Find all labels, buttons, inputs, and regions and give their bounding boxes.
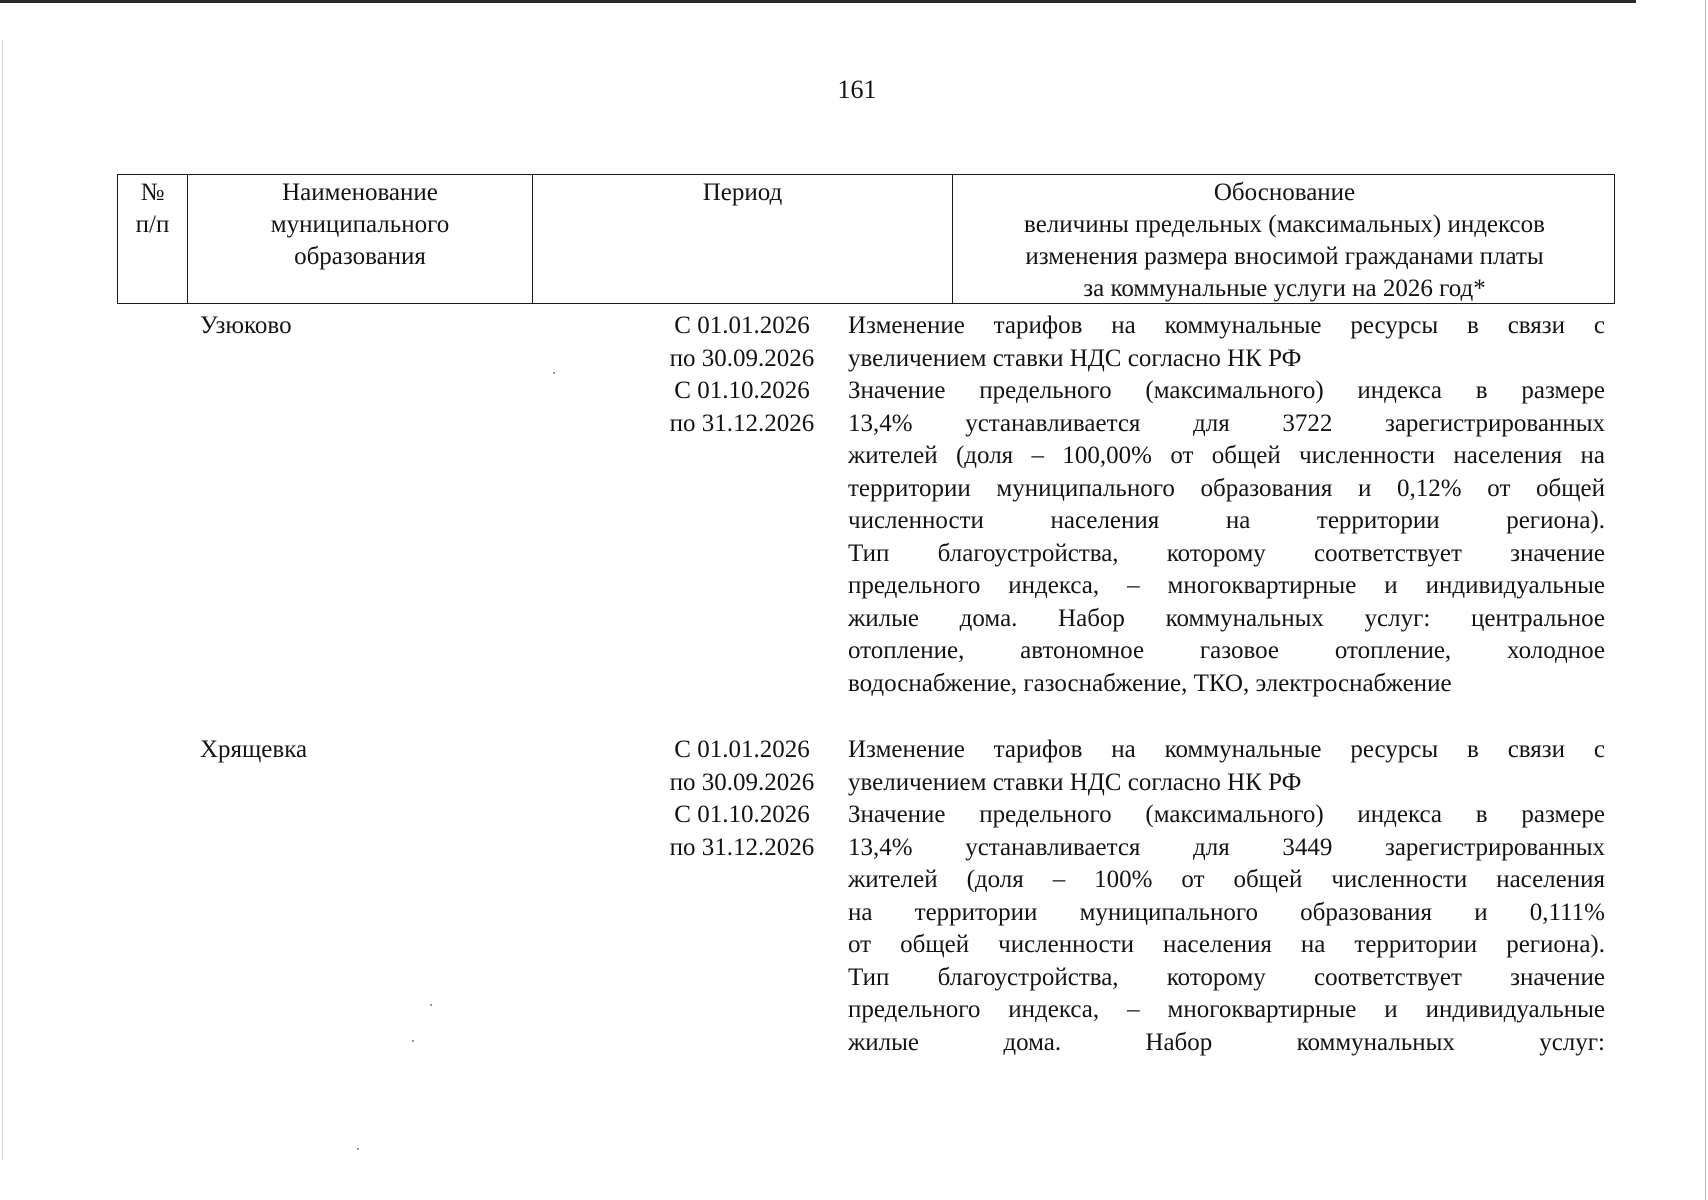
header-line: Обоснование bbox=[1213, 179, 1356, 206]
period-line: С 01.01.2026 bbox=[674, 312, 810, 339]
justification-line: жителей (доля – 100,00% от общей численности населения на bbox=[848, 442, 1605, 469]
justification-line: численности населения на территории региона). bbox=[848, 507, 1605, 534]
scan-speck bbox=[430, 1004, 432, 1006]
justification-line: Тип благоустройства, которому соответствует значение bbox=[848, 539, 1605, 567]
page-number: 161 bbox=[837, 75, 877, 104]
justification-line: отопление, автономное газовое отопление, холодное bbox=[848, 637, 1605, 664]
justification-line: жилые дома. Набор коммунальных услуг: bbox=[848, 1028, 1605, 1056]
scan-speck bbox=[553, 372, 555, 374]
municipality-name: Хрящевка bbox=[200, 736, 308, 763]
scan-speck bbox=[412, 1040, 414, 1042]
period-line: С 01.10.2026 bbox=[674, 377, 810, 404]
justification-line: Тип благоустройства, которому соответствует значение bbox=[848, 963, 1605, 991]
header-line: Период bbox=[702, 179, 783, 206]
period-line: С 01.01.2026 bbox=[674, 736, 810, 763]
header-line: образования bbox=[294, 243, 426, 270]
header-justification-column bbox=[953, 175, 1616, 303]
justification-line: жилые дома. Набор коммунальных услуг: центральное bbox=[848, 604, 1605, 632]
period-line: по 30.09.2026 bbox=[669, 344, 815, 372]
justification-cell bbox=[848, 310, 1605, 700]
justification-line: 13,4% устанавливается для 3722 зарегистрированных bbox=[848, 409, 1605, 437]
header-line: № bbox=[140, 179, 165, 206]
justification-line: Значение предельного (максимального) индекса в размере bbox=[848, 377, 1605, 404]
header-line: величины предельных (максимальных) индексов bbox=[1024, 211, 1545, 238]
period-line: по 31.12.2026 bbox=[669, 833, 815, 861]
justification-line: Изменение тарифов на коммунальные ресурсы в связи с bbox=[848, 736, 1605, 763]
scan-speck bbox=[357, 1148, 359, 1150]
period-line: по 31.12.2026 bbox=[669, 409, 815, 437]
header-line: п/п bbox=[135, 211, 170, 238]
justification-line: жителей (доля – 100% от общей численности населения bbox=[848, 866, 1605, 893]
period-line: по 30.09.2026 bbox=[669, 768, 815, 796]
header-municipality-column bbox=[188, 175, 533, 303]
justification-line: на территории муниципального образования и 0,111% bbox=[848, 898, 1605, 926]
justification-cell bbox=[848, 734, 1605, 1059]
justification-line: предельного индекса, – многоквартирные и индивидуальные bbox=[848, 996, 1605, 1023]
justification-line: территории муниципального образования и 0,12% от общей bbox=[848, 474, 1605, 502]
header-line: за коммунальные услуги на 2026 год* bbox=[1083, 275, 1486, 302]
header-line: Наименование bbox=[282, 179, 438, 206]
justification-line: Изменение тарифов на коммунальные ресурсы в связи с bbox=[848, 312, 1605, 339]
justification-line: предельного индекса, – многоквартирные и индивидуальные bbox=[848, 572, 1605, 599]
scan-top-edge bbox=[0, 0, 1636, 3]
justification-line: от общей численности населения на территории региона). bbox=[848, 931, 1605, 958]
municipality-name: Узюково bbox=[200, 312, 292, 339]
header-period-column bbox=[533, 175, 953, 303]
table-header bbox=[117, 174, 1615, 304]
period-line: С 01.10.2026 bbox=[674, 801, 810, 828]
justification-line: увеличением ставки НДС согласно НК РФ bbox=[848, 768, 1302, 796]
scan-right-edge bbox=[1705, 0, 1706, 1200]
header-line: изменения размера вносимой гражданами платы bbox=[1025, 243, 1544, 270]
header-number-column bbox=[118, 175, 188, 303]
justification-line: водоснабжение, газоснабжение, ТКО, электроснабжение bbox=[848, 669, 1452, 697]
justification-line: Значение предельного (максимального) индекса в размере bbox=[848, 801, 1605, 828]
scan-left-edge bbox=[2, 40, 3, 1160]
header-line: муниципального bbox=[270, 211, 450, 238]
justification-line: увеличением ставки НДС согласно НК РФ bbox=[848, 344, 1302, 372]
justification-line: 13,4% устанавливается для 3449 зарегистрированных bbox=[848, 833, 1605, 861]
